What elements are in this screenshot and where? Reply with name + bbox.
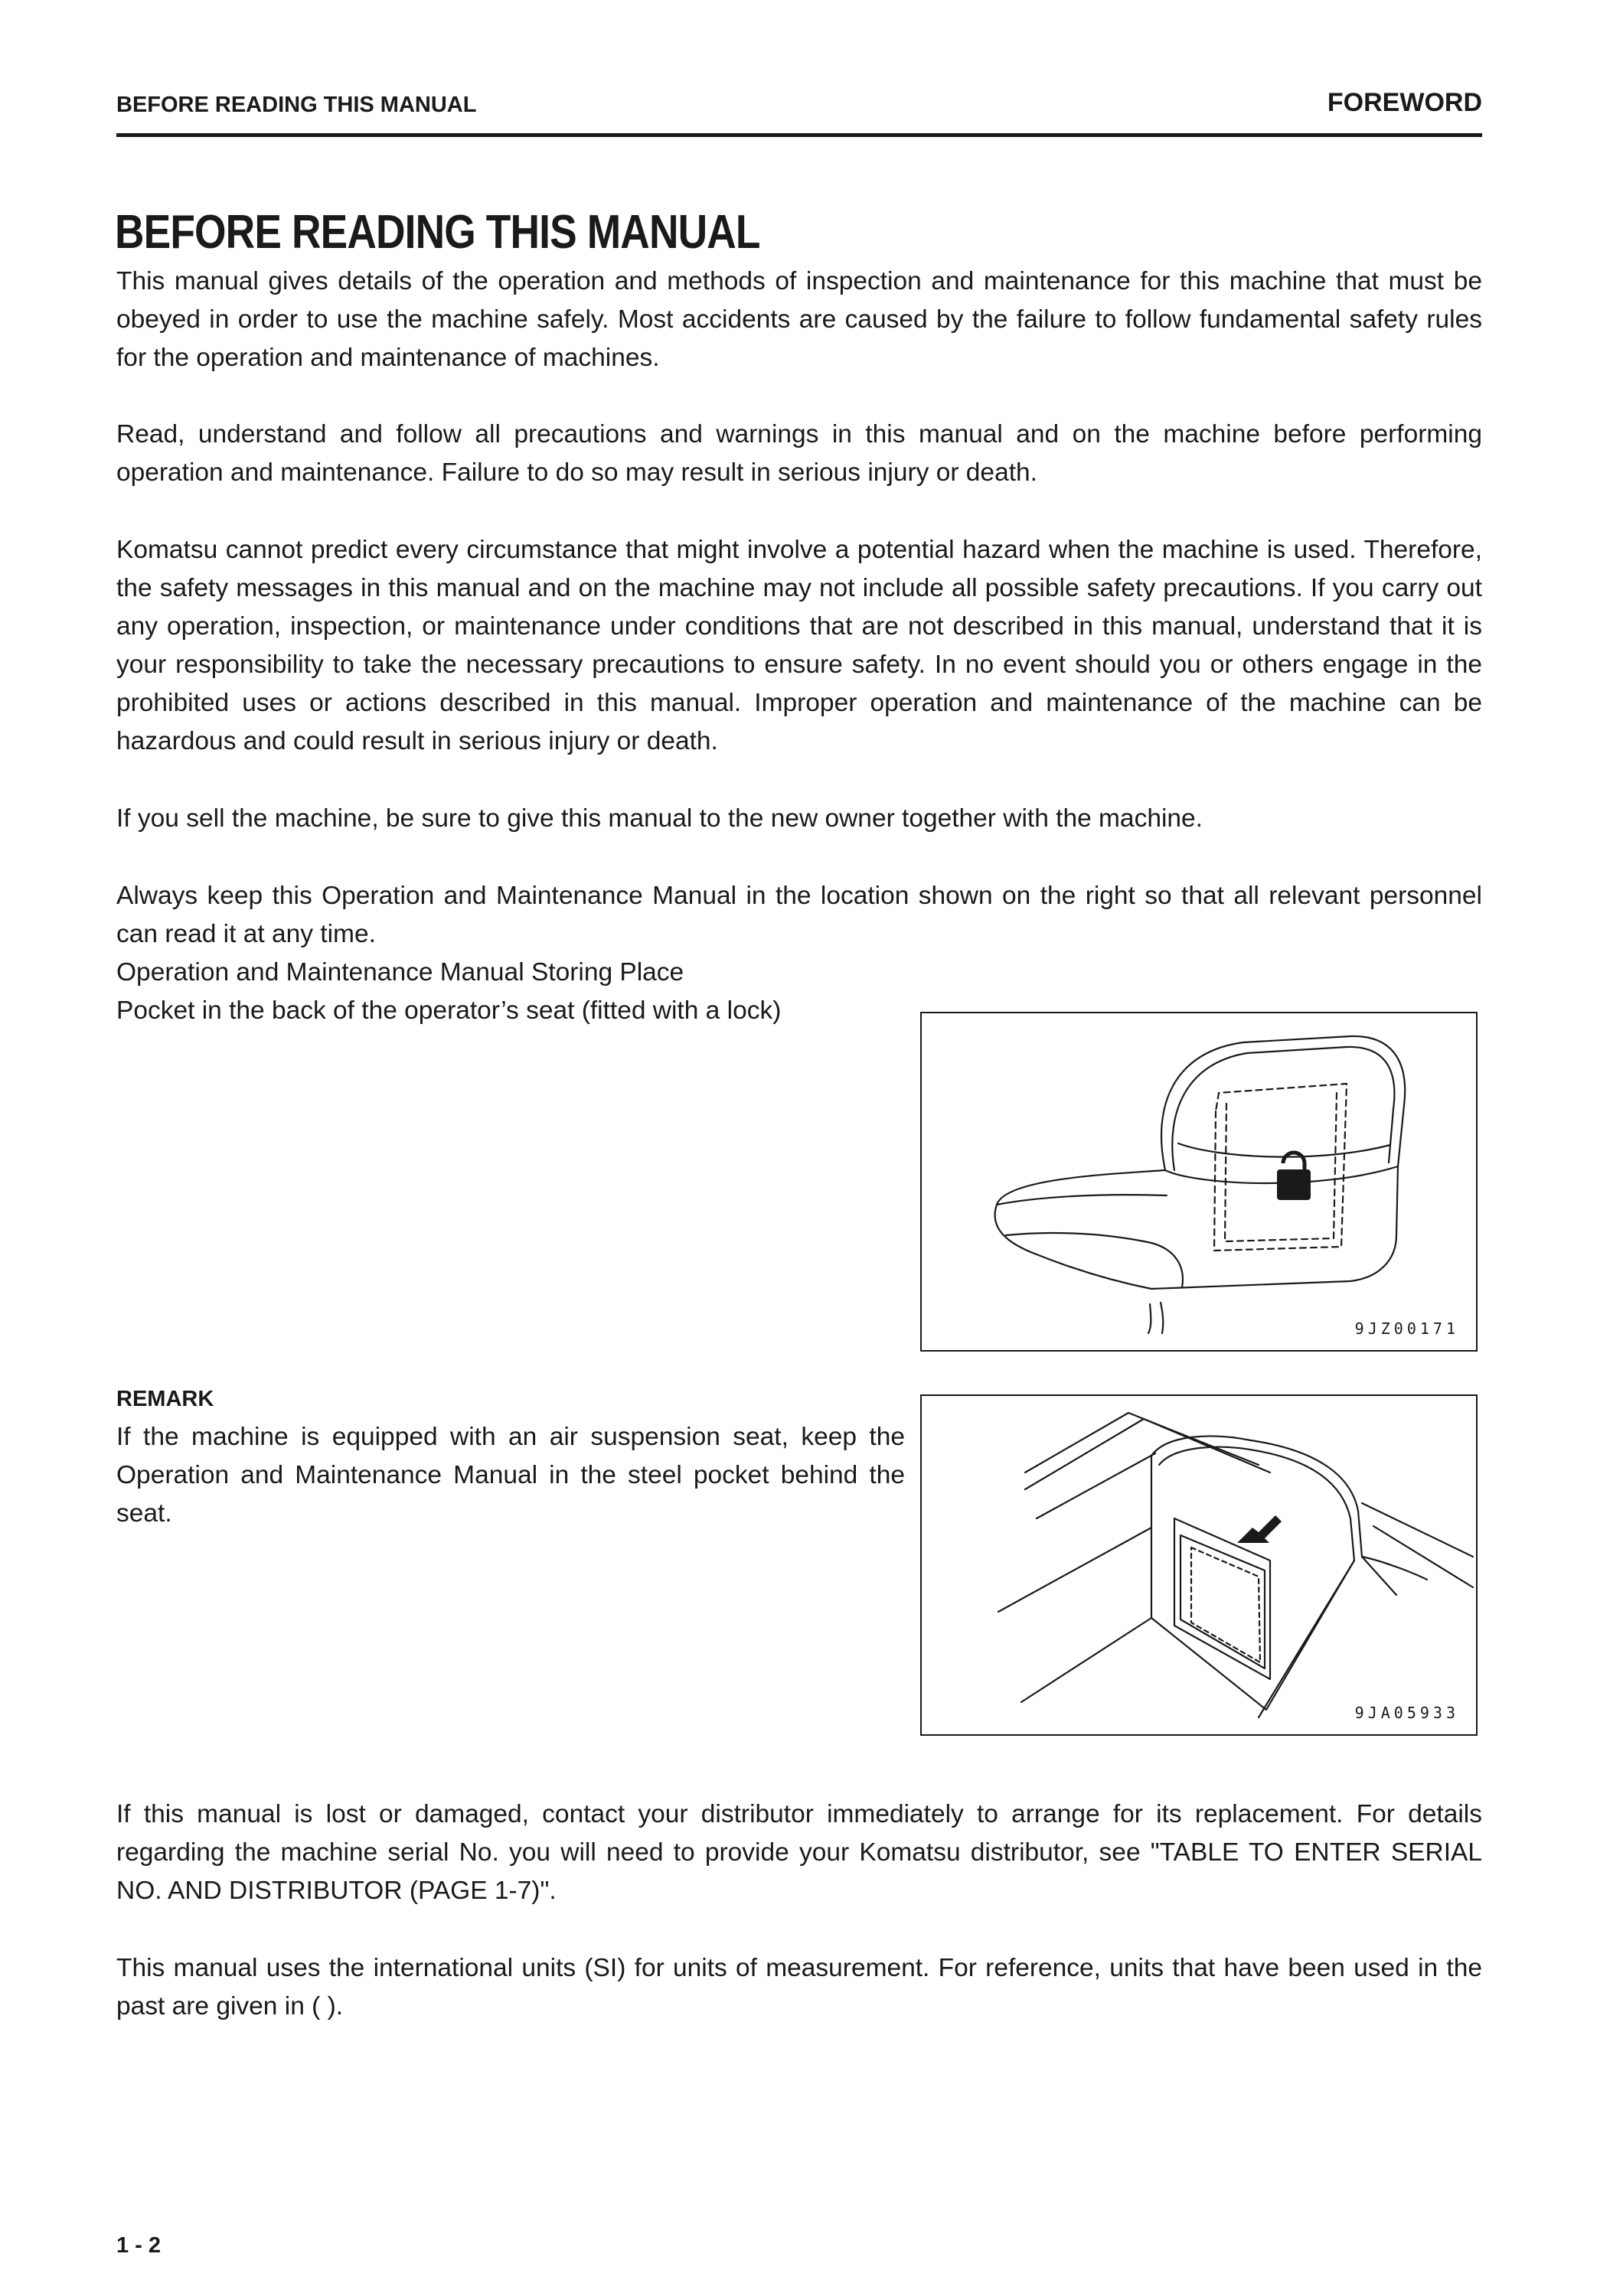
remark-text: If the machine is equipped with an air suspension seat, keep the Operation and Maintenance Manual in the steel pocket behind the seat.: [116, 1423, 905, 1528]
paragraph-keep-manual: Always keep this Operation and Maintenance Manual in the location shown on the right so that all relevant personnel can read it at any time.: [116, 882, 1482, 948]
storing-place-label: Operation and Maintenance Manual Storing Place: [116, 958, 684, 987]
paragraph-precautions: Read, understand and follow all precautions and warnings in this manual and on the machine before performing operation and maintenance. Failure to do so may result in serious injury or death.: [116, 420, 1482, 487]
paragraph-intro: This manual gives details of the operation and methods of inspection and maintenance for this machine that must be obeyed in order to use the machine safely. Most accidents are caused by the failure to follow fundamental safety rules for the operation and maintenance of machines.: [116, 267, 1482, 372]
figure-seat-pocket: [920, 1012, 1478, 1352]
seat-pocket-with-lock-icon: [922, 1013, 1476, 1350]
header-rule: [116, 133, 1482, 137]
paragraph-units: This manual uses the international units (SI) for units of measurement. For reference, units that have been used in the past are given in ( ).: [116, 1954, 1482, 2020]
figure-steel-pocket: [920, 1394, 1478, 1736]
paragraph-sell-machine: If you sell the machine, be sure to give this manual to the new owner together with the machine.: [116, 804, 1203, 833]
paragraph-lost-manual: If this manual is lost or damaged, contact your distributor immediately to arrange for its replacement. For details regarding the machine serial No. you will need to provide your Komatsu distributor, see "TABLE TO ENTER SERIAL NO. AND DISTRIBUTOR (PAGE 1-7)".: [116, 1800, 1482, 1905]
figure-code: 9JA05933: [1354, 1704, 1459, 1722]
figure-code: 9JZ00171: [1354, 1319, 1459, 1338]
running-header-chapter: FOREWORD: [1327, 88, 1482, 117]
steel-pocket-behind-seat-icon: [922, 1396, 1476, 1734]
storing-place-location: Pocket in the back of the operator’s seat (fitted with a lock): [116, 996, 782, 1025]
page-title: BEFORE READING THIS MANUAL: [115, 206, 760, 259]
page-number: 1 - 2: [116, 2233, 162, 2258]
remark-heading: REMARK: [116, 1387, 214, 1411]
paragraph-hazards: Komatsu cannot predict every circumstance that might involve a potential hazard when the machine is used. Therefore, the safety messages in this manual and on the machine may not include all possible safety precautions. If you carry out any operation, inspection, or maintenance under conditions that are not described in this manual, understand that it is your responsibility to take the necessary precautions to ensure safety. In no event should you or others engage in the prohibited uses or actions described in this manual. Improper operation and maintenance of the machine can be hazardous and could result in serious injury or death.: [116, 536, 1482, 755]
running-header-section: BEFORE READING THIS MANUAL: [116, 93, 477, 117]
